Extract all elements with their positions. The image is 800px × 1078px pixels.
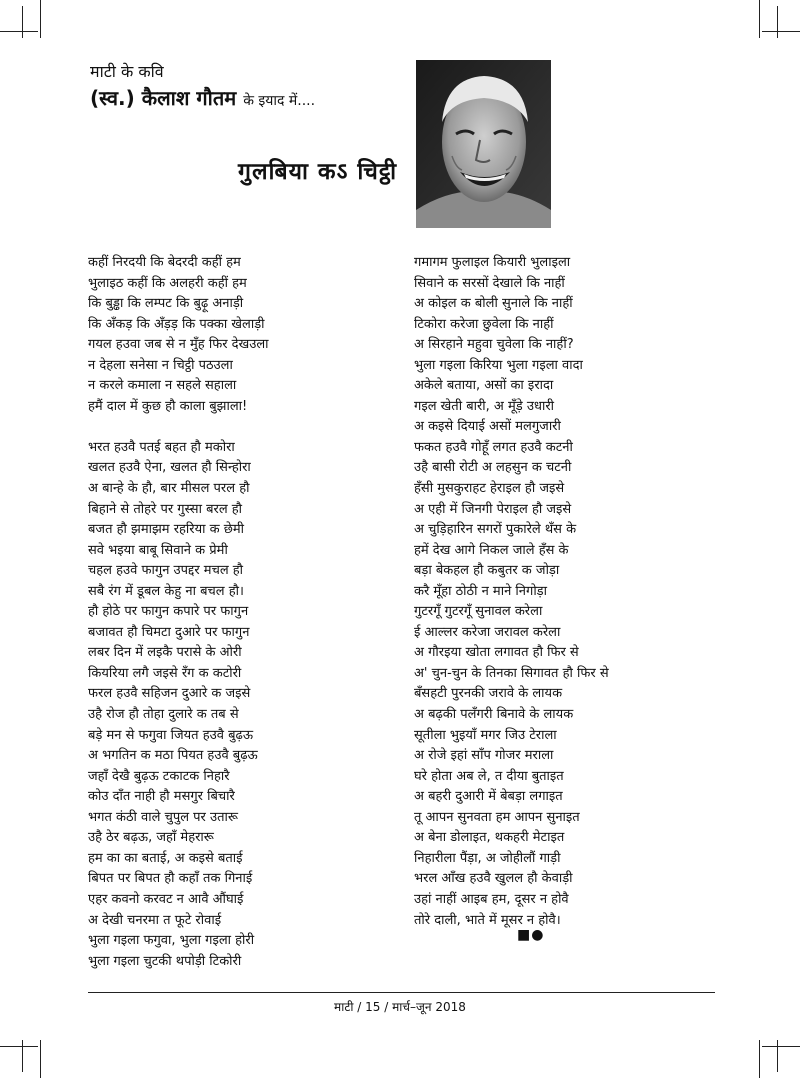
poem-line: कियरिया लगै जइसे रँग क कटोरी <box>88 665 242 681</box>
crop-mark <box>762 1046 800 1047</box>
stanza-break <box>88 417 269 438</box>
poem-line: सबै रंग में डूबल केहु ना बचल हौ। <box>88 583 244 599</box>
poem-line: कहीं निरदयी कि बेदरदी कहीं हम <box>88 255 241 270</box>
crop-mark <box>777 6 778 38</box>
poem-line: गयल हउवा जब से न मुँह फिर देखउला <box>88 337 269 353</box>
poem-line: भुला गइला चुटकी थपोड़ी टिकोरी <box>88 953 242 969</box>
poem-line: ई आल्लर करेजा जरावल करेला <box>414 624 561 640</box>
poem-line: गइल खेती बारी, अ मूँड़े उधारी <box>414 398 555 414</box>
crop-mark <box>0 31 38 32</box>
poem-line: गुटरगूँ गुटरगूँ सुनावल करेला <box>414 604 543 620</box>
poem-line: अ कोइल क बोली सुनाले कि नाहीं <box>414 296 573 312</box>
crop-mark <box>777 1040 778 1072</box>
poem-line: अ बढ़की पलँगरी बिनावे के लायक <box>414 707 574 723</box>
poem-line: कि बुड्ढा कि लम्पट कि बुढ़ू अनाड़ी <box>88 296 244 312</box>
poem-line: हमैं दाल में कुछ हौ काला बुझाला! <box>88 398 248 414</box>
poem-line: गमागम फुलाइल कियारी भुलाइला <box>414 255 571 270</box>
tribute-subtitle: के इयाद में.... <box>243 93 316 109</box>
poem-line: भरत हउवै पतई बहत हौ मकोरा <box>88 439 235 455</box>
poem-line: अ सिरहाने महुवा चुवेला कि नाहीं? <box>414 337 574 353</box>
poem-line: करै मूँहा ठोठी न माने निगोड़ा <box>414 583 548 599</box>
poem-line: न करले कमाला न सहले सहाला <box>88 378 237 394</box>
poem-line: सिवाने क सरसों देखाले कि नाहीं <box>414 275 565 291</box>
poem-line: अ कइसे दियाई असों मलगुजारी <box>414 419 561 435</box>
poem-line: हँसी मुसकुराहट हेराइल हौ जइसे <box>414 481 565 497</box>
crop-mark <box>22 6 23 38</box>
poem-line: सवे भइया बाबू सिवाने क प्रेमी <box>88 542 228 558</box>
poem-line: भुला गइला किरिया भुला गइला वादा <box>414 357 583 373</box>
poem-line: अ गौरइया खोता लगावत हौ फिर से <box>414 645 579 661</box>
poem-line: बजावत हौ चिमटा दुआरे पर फागुन <box>88 624 250 640</box>
poem-line: अ' चुन-चुन के तिनका सिगावत हौ फिर से <box>414 665 609 681</box>
page-footer: माटी / 15 / मार्च–जून 2018 <box>334 1000 466 1014</box>
poem-line: बजत हौ झमाझम रहरिया क छेमी <box>88 522 245 538</box>
crop-mark <box>40 0 41 38</box>
poem-line: चहल हउवे फागुन उपद्दर मचल हौ <box>88 563 244 579</box>
poem-line: बिपत पर बिपत हौ कहाँ तक गिनाई <box>88 871 253 887</box>
poem-line: अ भगतिन क मठा पियत हउवै बुढ़ऊ <box>88 748 258 764</box>
poem-line: अ रोजे इहां साँप गोजर मराला <box>414 748 554 764</box>
end-mark: ■● <box>517 927 545 943</box>
crop-mark <box>0 1046 38 1047</box>
poem-line: भरल आँख हउवै खुलल हौ केवाड़ी <box>414 871 573 887</box>
poem-line: खलत हउवै ऐना, खलत हौ सिन्होरा <box>88 460 251 476</box>
poem-line: भगत कंठी वाले चुपुल पर उतारू <box>88 809 238 825</box>
poet-portrait-photo <box>416 60 551 228</box>
poem-line: अ बहरी दुआरी में बेबड़ा लगाइत <box>414 789 563 805</box>
poem-line: एहर कवनो करवट न आवै औंघाई <box>88 891 244 907</box>
poem-line: बिहाने से तोहरे पर गुस्सा बरल हौ <box>88 501 243 517</box>
poem-line: जहाँ देखै बुढ़ऊ टकाटक निहारै <box>88 768 230 784</box>
poem-line: उहै रोज हौ तोहा दुलारे क तब से <box>88 707 239 723</box>
poem-title: गुलबिया कऽ चिट्ठी <box>238 159 398 185</box>
poem-column-left <box>88 253 269 972</box>
poem-line: फकत हउवै गोहूँ लगत हउवै कटनी <box>414 439 573 455</box>
poem-line: अ देखी चनरमा त फूटे रोवाई <box>88 912 222 928</box>
crop-mark <box>22 1040 23 1072</box>
poem-line: हमें देख आगे निकल जाले हँस के <box>414 542 569 558</box>
poem-line: तू आपन सुनवता हम आपन सुनाइत <box>414 809 580 825</box>
poem-line: फरल हउवै सहिजन दुआरे क जइसे <box>88 686 251 702</box>
crop-mark <box>759 0 760 38</box>
poem-line: भुला गइला फगुवा, भुला गइला होरी <box>88 933 255 949</box>
poem-line: बँसहटी पुरनकी जरावे के लायक <box>414 686 563 702</box>
footer-rule <box>88 992 715 993</box>
poem-line: हौ होठे पर फागुन कपारे पर फागुन <box>88 604 249 620</box>
poem-line: हम का का बताई, अ कइसे बताई <box>88 850 243 866</box>
poem-line: कि अँकड़ कि अँड़ड़ कि पक्का खेलाड़ी <box>88 316 265 332</box>
poem-line: उहै ठेर बढ़ऊ, जहाँ मेहरारू <box>88 830 214 846</box>
poem-line: उहां नाहीं आइब हम, दूसर न होवै <box>414 891 569 907</box>
poem-line: अ एही में जिनगी पेराइल हौ जइसे <box>414 501 572 517</box>
poem-line: उहै बासी रोटी अ लहसुन क चटनी <box>414 460 572 476</box>
poem-line: अ चुड़िहारिन सगरों पुकारेले थँस के <box>414 522 577 538</box>
tribute-heading <box>90 84 315 111</box>
poem-line: तोरे दाली, भाते में मूसर न होवै। <box>414 912 561 928</box>
crop-mark <box>762 31 800 32</box>
poem-column-right <box>414 253 609 931</box>
poem-line: अ बेना डोलाइत, थकहरी मेटाइत <box>414 830 565 846</box>
poem-line: अ बान्हे के हौ, बार मीसल परल हौ <box>88 481 250 497</box>
poem-line: लबर दिन में लइकै परासे के ओरी <box>88 645 242 661</box>
crop-mark <box>40 1040 41 1078</box>
series-label: माटी के कवि <box>90 62 164 81</box>
poem-line: सूतीला भुइयाँ मगर जिउ टेराला <box>414 727 557 743</box>
crop-mark <box>759 1040 760 1078</box>
poet-name: (स्व.) कैलाश गौतम <box>90 86 237 110</box>
poem-line: बड़े मन से फगुवा जियत हउवै बुढ़ऊ <box>88 727 254 743</box>
poem-line: न देहला सनेसा न चिट्ठी पठउला <box>88 357 233 373</box>
poem-line: निहारीला पैंड़ा, अ जोहीलौं गाड़ी <box>414 850 561 866</box>
poem-line: कोउ दाँत नाही हौ मसगुर बिचारै <box>88 789 235 805</box>
poem-line: अकेले बताया, असों का इरादा <box>414 378 554 394</box>
poem-line: भुलाइठ कहीं कि अलहरी कहीं हम <box>88 275 247 291</box>
poem-line: घरे होता अब ले, त दीया बुताइत <box>414 768 564 784</box>
poem-line: बड़ा बेकहल हौ कबुतर क जोड़ा <box>414 563 560 579</box>
poem-line: टिकोरा करेजा छुवेला कि नाहीं <box>414 316 554 332</box>
